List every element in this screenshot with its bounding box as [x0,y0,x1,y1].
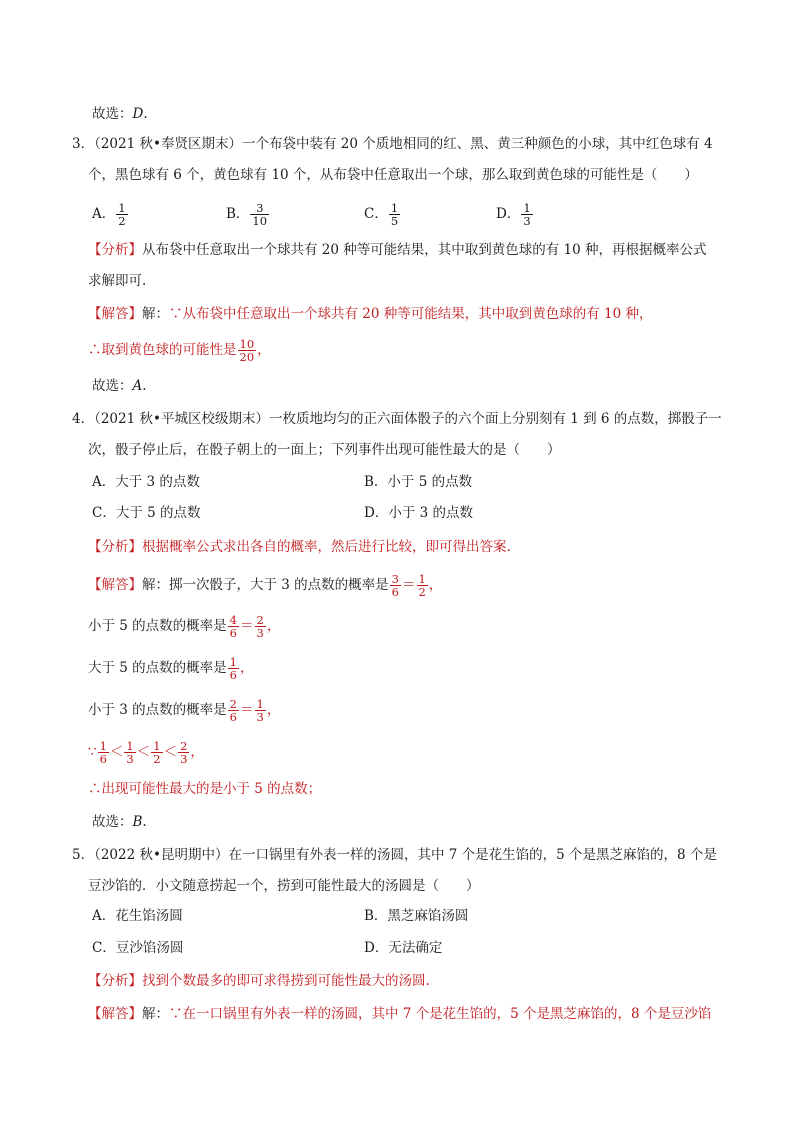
q4-option-b: B．小于 5 的点数 [364,474,473,490]
q4-answer: 故选：B. [92,814,147,830]
q4-solution-line2: 小于 5 的点数的概率是 $\frac{4}{6}$ ＝ $\frac{2}{3}$ ， [88,613,281,640]
q3-option-c: C． $\frac{1}{5}$ [364,201,399,228]
q4-conclusion: ∴出现可能性最大的是小于 5 的点数； [88,781,322,797]
q2-answer: 故选：D. [92,106,148,122]
q4-solution-line1: 【解答】解：掷一次骰子，大于 3 的点数的概率是 $\frac{3}{6}$ ＝ $\frac{1}{2}$ ， [88,572,443,599]
q4-stem-line2: 次，骰子停止后，在骰子朝上的一面上；下列事件出现可能性最大的是（ ） [88,442,561,458]
q3-option-b: B． $\frac{3}{10}$ [226,201,268,228]
q4-option-a: A．大于 3 的点数 [92,474,200,490]
q5-option-b: B．黑芝麻馅汤圆 [364,908,469,924]
q3-stem-line2: 个，黑色球有 6 个，黄色球有 10 个，从布袋中任意取出一个球，那么取到黄色球的可能性是（ ） [88,167,698,183]
q5-stem-line1: 5．（2022 秋•昆明期中）在一口锅里有外表一样的汤圆，其中 7 个是花生馅的，5 个是黑芝麻馅的，8 个是 [72,847,717,863]
q3-solution-line2: ∴取到黄色球的可能性是 $\frac{10}{20}$ ， [88,337,271,364]
q4-solution-line4: 小于 3 的点数的概率是 $\frac{2}{6}$ ＝ $\frac{1}{3}$ ， [88,697,281,724]
q4-stem-line1: 4．（2021 秋•平城区校级期末）一枚质地均匀的正六面体骰子的六个面上分别刻有 1 到 6 的点数，掷骰子一 [72,411,722,427]
q5-solution-line1: 【解答】解：∵在一口锅里有外表一样的汤圆，其中 7 个是花生馅的，5 个是黑芝麻馅的，8 个是豆沙馅 [88,1006,712,1022]
q3-analysis-line1: 【分析】从布袋中任意取出一个球共有 20 种等可能结果，其中取到黄色球的有 10 种，再根据概率公式 [88,242,707,258]
q3-option-d: D． $\frac{1}{3}$ [496,201,531,228]
q4-option-c: C．大于 5 的点数 [92,505,201,521]
q4-solution-line3: 大于 5 的点数的概率是 $\frac{1}{6}$ ， [88,655,254,682]
q4-inequality: ∵ $\frac{1}{6}$ ＜ $\frac{1}{3}$ ＜ $\frac{1}{2}$ ＜ $\frac{2}{3}$ ， [88,739,204,766]
q4-analysis: 【分析】根据概率公式求出各自的概率，然后进行比较，即可得出答案. [88,539,511,555]
q3-option-a: A． $\frac{1}{2}$ [92,201,126,228]
q5-option-a: A．花生馅汤圆 [92,908,183,924]
q5-stem-line2: 豆沙馅的．小文随意捞起一个，捞到可能性最大的汤圆是（ ） [88,878,480,894]
q4-option-d: D．小于 3 的点数 [364,505,473,521]
q3-analysis-line2: 求解即可. [88,273,147,289]
q5-analysis: 【分析】找到个数最多的即可求得捞到可能性最大的汤圆. [88,973,430,989]
q3-answer: 故选：A. [92,378,147,394]
q5-option-c: C．豆沙馅汤圆 [92,940,184,956]
q3-stem-line1: 3．（2021 秋•奉贤区期末）一个布袋中装有 20 个质地相同的红、黑、黄三种颜色的小球，其中红色球有 4 [72,136,713,152]
q5-option-d: D．无法确定 [364,940,443,956]
q3-solution-line1: 【解答】解：∵从布袋中任意取出一个球共有 20 种等可能结果，其中取到黄色球的有 10 种， [88,306,653,322]
